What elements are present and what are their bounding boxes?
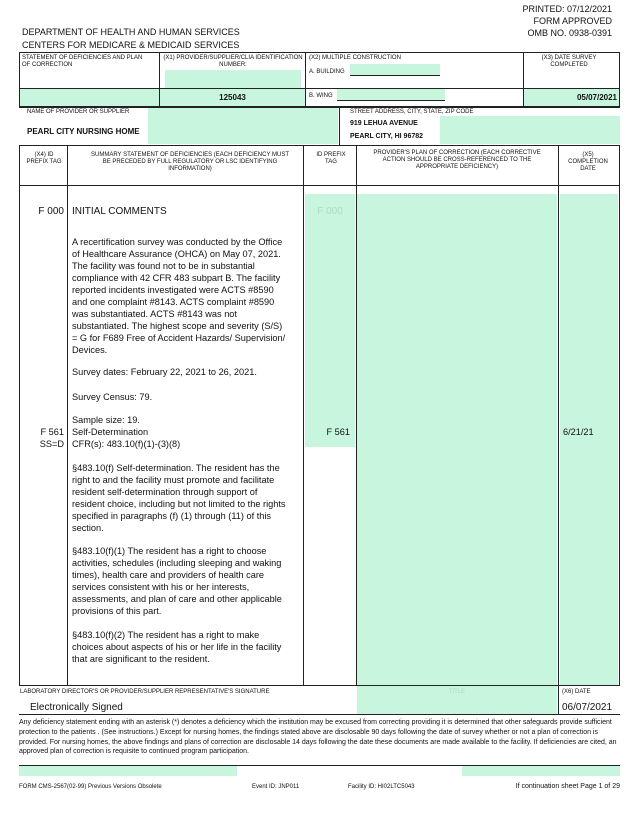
building-label: A. BUILDING xyxy=(309,69,345,75)
title-label: TITLE xyxy=(448,689,466,695)
x6-date-label: (X6) DATE xyxy=(562,689,591,695)
regulation-paragraph: §483.10(f)(2) The resident has a right to make choices about aspects of his or her life in the facility that are significant to the resident. xyxy=(72,630,282,664)
event-id: Event ID: JNP011 xyxy=(252,784,300,790)
x2-label: (X2) MULTIPLE CONSTRUCTION xyxy=(309,55,401,61)
form-approved: FORM APPROVED xyxy=(533,16,612,26)
entry-tag: F 000 xyxy=(38,206,64,217)
department-title: DEPARTMENT OF HEALTH AND HUMAN SERVICES xyxy=(22,27,240,37)
printed-date: PRINTED: 07/12/2021 xyxy=(522,4,612,14)
entry-title: INITIAL COMMENTS xyxy=(72,206,167,217)
entry-tag: F 561 xyxy=(40,427,64,437)
regulation-paragraph: §483.10(f) Self-determination. The resident has the right to and the facility must promote and facilitate resident self-determination through support of resident choice, including but not limited to the rights specified in paragraphs (f) (1) through (11) of this section. xyxy=(72,463,286,533)
street-address: 919 LEHUA AVENUE xyxy=(350,120,418,127)
scope-severity: SS=D xyxy=(39,439,64,449)
facility-id: Facility ID: HI02LTC5043 xyxy=(348,784,415,790)
statement-label: STATEMENT OF DEFICIENCIES AND PLAN OF CORRECTION xyxy=(22,55,143,68)
page-indicator: If continuation sheet Page 1 of 29 xyxy=(515,783,620,790)
col-x4-label: (X4) ID PREFIX TAG xyxy=(26,152,62,165)
signature-label: LABORATORY DIRECTOR'S OR PROVIDER/SUPPLIER REPRESENTATIVE'S SIGNATURE xyxy=(20,689,270,695)
wing-label: B. WING xyxy=(309,93,333,99)
regulation-paragraph: §483.10(f)(1) The resident has a right to choose activities, schedules (including sleeping and waking times), health care and providers of health care services consistent with his or her interests, assessments, and plan of care and other applicable provisions of this part. xyxy=(72,546,282,616)
address-label: STREET ADDRESS, CITY, STATE, ZIP CODE xyxy=(350,109,474,115)
id-tag-fill xyxy=(305,194,355,447)
provider-number: 125043 xyxy=(219,93,246,102)
col-summary-label: SUMMARY STATEMENT OF DEFICIENCIES (EACH DEFICIENCY MUST BE PRECEDED BY FULL REGULATORY OR LSC IDENTIFYING INFORMATION) xyxy=(90,152,290,172)
cfr-reference: CFR(s): 483.10(f)(1)-(3)(8) xyxy=(72,439,181,449)
survey-dates: Survey dates: February 22, 2021 to 26, 2021. xyxy=(72,367,257,377)
x3-label: (X3) DATE SURVEY COMPLETED xyxy=(541,55,597,68)
form-number: FORM CMS-2567(02-99) Previous Versions Obsolete xyxy=(19,784,162,790)
col-id-prefix-label: ID PREFIX TAG xyxy=(316,152,346,165)
plan-of-correction-field xyxy=(357,194,557,685)
disclaimer-text: Any deficiency statement ending with an asterisk (*) denotes a deficiency which the institution may be excused from correcting providing it is determined that other safeguards provide sufficient protection to the patients . (See instructions.) Except for nursing homes, the findings stated above are disclosable 90 days following the date of survey whether or not a plan of correction is provided. For nursing homes, the above findings and plans of correction are disclosable 14 days following the date these documents are made available to the facility. If deficiencies are cited, an approved plan of correction is requisite to continued program participation. xyxy=(19,719,617,756)
entry-id-tag: F 000 xyxy=(317,206,343,217)
wing-field xyxy=(337,89,445,101)
completion-date: 6/21/21 xyxy=(563,427,594,437)
signature-date: 06/07/2021 xyxy=(562,702,613,713)
col-x5-label: (X5) COMPLETION DATE xyxy=(568,152,608,172)
signature-value: Electronically Signed xyxy=(30,702,123,713)
x1-label: (X1) PROVIDER/SUPPLIER/CLIA IDENTIFICATION NUMBER: xyxy=(163,55,303,68)
survey-date: 05/07/2021 xyxy=(576,93,617,102)
city-state-zip: PEARL CITY, HI 96782 xyxy=(350,133,424,140)
completion-date-field xyxy=(560,194,618,685)
provider-name-label: NAME OF PROVIDER OR SUPPLIER xyxy=(27,109,130,115)
col-plan-label: PROVIDER'S PLAN OF CORRECTION (EACH CORRECTIVE ACTION SHOULD BE CROSS-REFERENCED TO THE APPROPRIATE DEFICIENCY) xyxy=(373,150,541,170)
building-field xyxy=(350,64,440,76)
provider-name: PEARL CITY NURSING HOME xyxy=(27,127,140,136)
sample-size: Sample size: 19. xyxy=(72,415,140,425)
survey-summary: A recertification survey was conducted by the Office of Healthcare Assurance (OHCA) on May 07, 2021. The facility was found not to be in substantial compliance with 42 CFR 483 subpart B. The facility reported incidents investigated were ACTS #8590 and one complaint #8143. ACTS complaint #8590 was substantiated. ACTS #8143 was not substantiated. The highest scope and severity (S/S) = G for F689 Free of Accident Hazards/ Supervision/ Devices. xyxy=(72,237,286,355)
omb-number: OMB NO. 0938-0391 xyxy=(527,28,612,38)
survey-census: Survey Census: 79. xyxy=(72,392,153,402)
agency-title: CENTERS FOR MEDICARE & MEDICAID SERVICES xyxy=(22,40,240,50)
entry-id-tag: F 561 xyxy=(326,427,350,437)
entry-title: Self-Determination xyxy=(72,427,149,437)
